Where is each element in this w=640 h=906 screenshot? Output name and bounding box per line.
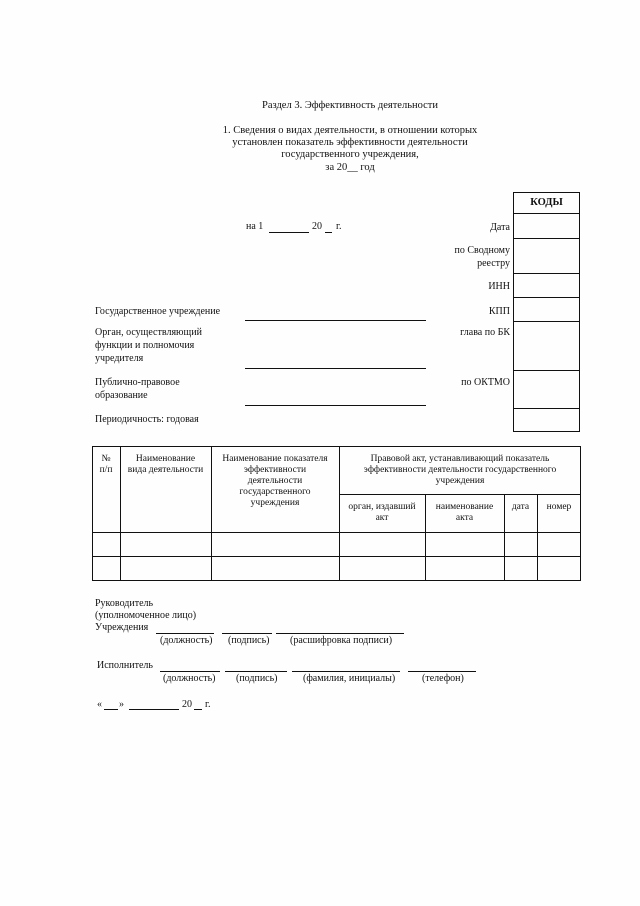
- col-indicator-4: государственного: [239, 487, 311, 497]
- date-prefix: на 1: [246, 221, 264, 232]
- col-activity-1: Наименование: [135, 454, 196, 464]
- subtitle-line-2: установлен показатель эффективности деятельности: [232, 137, 468, 148]
- sub-name-2: акта: [455, 513, 474, 523]
- public-entity-label-2: образование: [95, 390, 148, 401]
- col-indicator-2: эффективности: [243, 465, 307, 475]
- oktmo-label: по ОКТМО: [461, 377, 510, 388]
- exec-signature: (подпись): [236, 673, 278, 684]
- sign-date-suffix: г.: [205, 699, 211, 710]
- periodicity-label: Периодичность: годовая: [95, 414, 199, 425]
- bk-chapter-label: глава по БК: [460, 327, 510, 338]
- sub-number: номер: [546, 502, 572, 512]
- col-activity-2: вида деятельности: [127, 465, 204, 475]
- exec-phone: (телефон): [422, 673, 464, 684]
- organ-label-3: учредителя: [95, 353, 144, 364]
- date-year: 20: [312, 221, 322, 232]
- head-signature: (подпись): [228, 635, 270, 646]
- exec-position: (должность): [163, 673, 216, 684]
- registry-label-2: реестру: [477, 258, 510, 269]
- public-entity-label-1: Публично-правовое: [95, 377, 180, 388]
- institution-label: Государственное учреждение: [95, 306, 221, 317]
- col-indicator-5: учреждения: [250, 498, 300, 508]
- subtitle-line-3: государственного учреждения,: [281, 149, 419, 160]
- sub-organ-1: орган, издавший: [348, 502, 416, 512]
- sub-organ-2: акт: [375, 513, 389, 523]
- sub-name-1: наименование: [435, 502, 494, 512]
- sign-date-close: »: [119, 699, 124, 710]
- col-act-2: эффективности деятельности государственного: [363, 465, 557, 475]
- col-num-1: №: [101, 454, 111, 464]
- organ-label-2: функции и полномочия: [95, 340, 195, 351]
- sign-date-year: 20: [182, 699, 192, 710]
- organ-label-1: Орган, осуществляющий: [95, 327, 202, 338]
- col-act-1: Правовой акт, устанавливающий показатель: [370, 454, 550, 464]
- col-indicator-1: Наименование показателя: [222, 454, 328, 464]
- col-indicator-3: деятельности: [247, 476, 303, 486]
- head-label-3: Учреждения: [95, 622, 149, 633]
- subtitle-line-1: 1. Сведения о видах деятельности, в отношении которых: [222, 125, 478, 136]
- sub-date: дата: [511, 502, 530, 512]
- section-title: Раздел 3. Эффективность деятельности: [262, 100, 438, 111]
- exec-name: (фамилия, инициалы): [303, 673, 396, 684]
- codes-header: КОДЫ: [530, 197, 563, 208]
- head-label-1: Руководитель: [95, 598, 154, 609]
- date-suffix: г.: [336, 221, 342, 232]
- sign-date-open: «: [97, 699, 102, 710]
- date-label: Дата: [490, 222, 510, 233]
- inn-label: ИНН: [488, 281, 510, 292]
- head-label-2: (уполномоченное лицо): [95, 610, 197, 621]
- kpp-label: КПП: [488, 306, 510, 317]
- subtitle-line-4: за 20__ год: [325, 162, 375, 173]
- head-position: (должность): [160, 635, 213, 646]
- head-decoding: (расшифровка подписи): [290, 635, 393, 646]
- codes-table: [513, 192, 580, 432]
- registry-label-1: по Сводному: [454, 245, 510, 256]
- executor-label: Исполнитель: [97, 660, 153, 671]
- col-num-2: п/п: [99, 465, 113, 475]
- col-act-3: учреждения: [435, 476, 485, 486]
